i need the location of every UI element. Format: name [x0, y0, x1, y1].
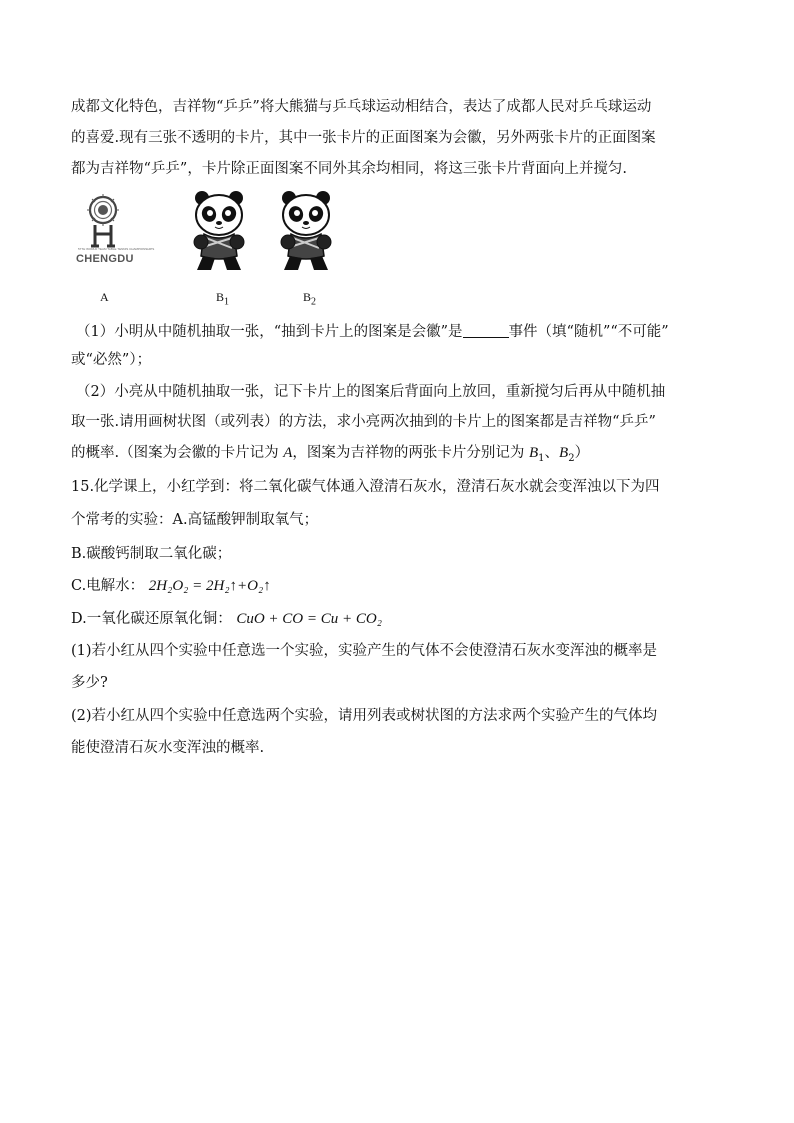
- p15-item-c: [71, 576, 271, 596]
- emblem-card-image: [76, 190, 155, 272]
- p15-line-1: 15.化学课上，小红学到：将二氧化碳气体通入澄清石灰水，澄清石灰水就会变浑浊以下为四: [71, 479, 660, 495]
- intro-line-2: 的喜爱.现有三张不透明的卡片，其中一张卡片的正面图案为会徽，另外两张卡片的正面图案: [71, 130, 656, 146]
- answer-blank[interactable]: [463, 322, 509, 338]
- q1-line-1: [76, 322, 669, 342]
- symbol-b1-sub: 1: [538, 452, 545, 464]
- caption-b2-sub: 2: [311, 296, 317, 308]
- item-c-equation: 2H₂O₂ = 2H₂↑+O₂↑: [148, 578, 271, 594]
- symbol-a: A: [283, 445, 293, 461]
- p15-q1-line-2: 多少?: [71, 675, 108, 691]
- q2-line-1: （2）小亮从中随机抽取一张，记下卡片上的图案后背面向上放回，重新搅匀后再从中随机抽: [76, 384, 666, 400]
- q2-line3-part-b: ，图案为吉祥物的两张卡片分别记为: [292, 445, 529, 461]
- p15-item-b: B.碳酸钙制取二氧化碳；: [71, 546, 232, 562]
- symbol-b2-sub: 2: [568, 452, 575, 464]
- q2-separator: 、: [544, 445, 560, 461]
- item-c-label: C.电解水：: [71, 578, 145, 594]
- intro-line-1: 成都文化特色，吉祥物“乒乒”将大熊猫与乒乓球运动相结合，表达了成都人民对乒乓球运动: [71, 99, 652, 115]
- caption-b1-letter: B: [216, 290, 225, 304]
- q2-line3-part-a: 的概率.（图案为会徽的卡片记为: [71, 445, 284, 461]
- q1-text-after: 事件（填“随机”“不可能”: [508, 324, 669, 340]
- emblem-small-text: 57TH WORLD TEAM TABLE TENNIS CHAMPIONSHIPS: [78, 247, 155, 251]
- p15-item-d: [71, 609, 382, 629]
- p15-q2-line-1: (2)若小红从四个实验中任意选两个实验，请用列表或树状图的方法求两个实验产生的气体均: [71, 708, 658, 724]
- p15-q2-line-2: 能使澄清石灰水变浑浊的概率.: [71, 740, 265, 756]
- symbol-b2: B: [559, 445, 569, 461]
- q2-line-2: 取一张.请用画树状图（或列表）的方法，求小亮两次抽到的卡片上的图案都是吉祥物“乒乒”: [71, 414, 656, 430]
- caption-a: A: [100, 290, 109, 304]
- mascot-card-image-b1: [191, 190, 247, 272]
- caption-b1: [216, 290, 229, 307]
- caption-b2-letter: B: [303, 290, 312, 304]
- caption-b2: [303, 290, 316, 307]
- caption-b1-sub: 1: [224, 296, 230, 308]
- emblem-city-text: CHENGDU: [76, 253, 134, 265]
- intro-line-3: 都为吉祥物“乒乒”，卡片除正面图案不同外其余均相同，将这三张卡片背面向上并搅匀.: [71, 161, 627, 177]
- item-d-label: D.一氧化碳还原氧化铜：: [71, 611, 232, 627]
- item-d-equation: CuO + CO = Cu + CO₂: [236, 611, 382, 627]
- q2-line3-end: ）: [574, 445, 590, 461]
- mascot-card-image-b2: [278, 190, 334, 272]
- symbol-b1: B: [529, 445, 539, 461]
- q2-line-3: [71, 443, 589, 469]
- q1-line-2: 或“必然”）；: [71, 352, 152, 368]
- q1-text-before: （1）小明从中随机抽取一张，“抽到卡片上的图案是会徽”是: [76, 324, 463, 340]
- p15-q1-line-1: (1)若小红从四个实验中任意选一个实验，实验产生的气体不会使澄清石灰水变浑浊的概率是: [71, 643, 658, 659]
- panda-mascot-icon: [191, 190, 247, 272]
- p15-line-2: 个常考的实验：A.高锰酸钾制取氧气；: [71, 512, 319, 528]
- panda-mascot-icon: [278, 190, 334, 272]
